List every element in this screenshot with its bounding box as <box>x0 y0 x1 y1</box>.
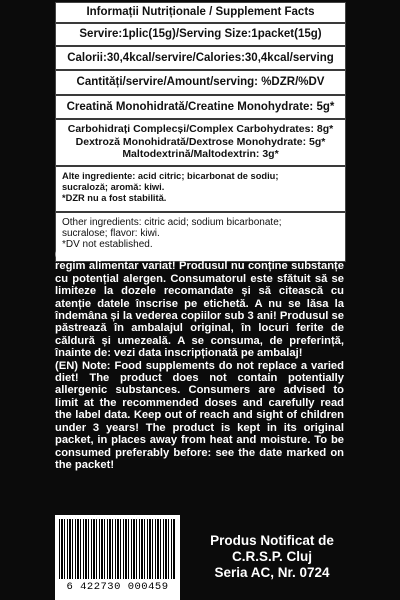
complex-carbs-row: Carbohidrați Complecși/Complex Carbohydrates: 8g* <box>67 123 334 135</box>
notification-info <box>192 533 352 581</box>
ingredients-ro-line: Alte ingrediente: acid citric; bicarbonat de sodiu; <box>62 171 279 181</box>
amount-per-serving-header: Cantități/servire/Amount/serving: %DZR/%DV <box>56 71 345 96</box>
barcode-panel <box>55 515 180 600</box>
creatine-row: Creatină Monohidrată/Creatine Monohydrate: 5g* <box>56 96 345 120</box>
note-ro: (RO) Notă: Suplimentele alimentare nu înlocuiesc un regim alimentar variat! Produsul nu conține substanțe cu potențial alergen. Consumatorul este sfătuit să se limiteze la dozele recomandate și să citească cu atenție datele înscrise pe etichetă. A nu se lăsa la îndemâna și la vederea copiilor sub 3 ani! Produsul se păstrează în ambalajul original, în locuri ferite de căldură și umezeală. A se consuma, de preferință, înainte de: vezi data inscripționată pe ambalaj! <box>55 248 344 360</box>
warning-notes <box>55 248 344 471</box>
ingredients-ro-line: *DZR nu a fost stabilită. <box>62 193 167 203</box>
carbohydrates-block <box>56 120 345 167</box>
ingredients-ro <box>56 167 345 213</box>
ingredients-ro-line: sucraloză; aromă: kiwi. <box>62 182 165 192</box>
serving-size: Servire:1plic(15g)/Serving Size:1packet(15g) <box>56 24 345 47</box>
supplement-facts-table <box>55 2 346 262</box>
calories-row: Calorii:30,4kcal/servire/Calories:30,4kcal/serving <box>56 47 345 71</box>
dextrose-row: Dextroză Monohidrată/Dextrose Monohydrate: 5g* <box>75 135 326 148</box>
notified-line-1: Produs Notificat de <box>210 533 334 548</box>
barcode-graphic <box>59 519 176 579</box>
ingredients-en-line: sucralose; flavor: kiwi. <box>62 228 160 239</box>
barcode-number: 6 422730 000459 <box>66 581 169 593</box>
notified-line-2: C.R.S.P. Cluj <box>231 549 313 564</box>
note-en: (EN) Note: Food supplements do not replace a varied diet! The product does not contain potentially allergenic substances. Consumers are advised to limit at the recommended doses and carefully read the label data. Keep out of reach and sight of children under 3 years! The product is kept in its original packet, in places away from heat and moisture. To be consumed preferably before: see the date marked on the packet! <box>55 359 344 471</box>
facts-title: Informații Nutriționale / Supplement Facts <box>56 3 345 24</box>
ingredients-en-line: Other ingredients: citric acid; sodium bicarbonate; <box>62 217 282 228</box>
maltodextrin-row: Maltodextrină/Maltodextrin: 3g* <box>122 148 279 160</box>
ingredients-en-line: *DV not established. <box>62 239 153 250</box>
notified-line-3: Seria AC, Nr. 0724 <box>214 565 330 580</box>
